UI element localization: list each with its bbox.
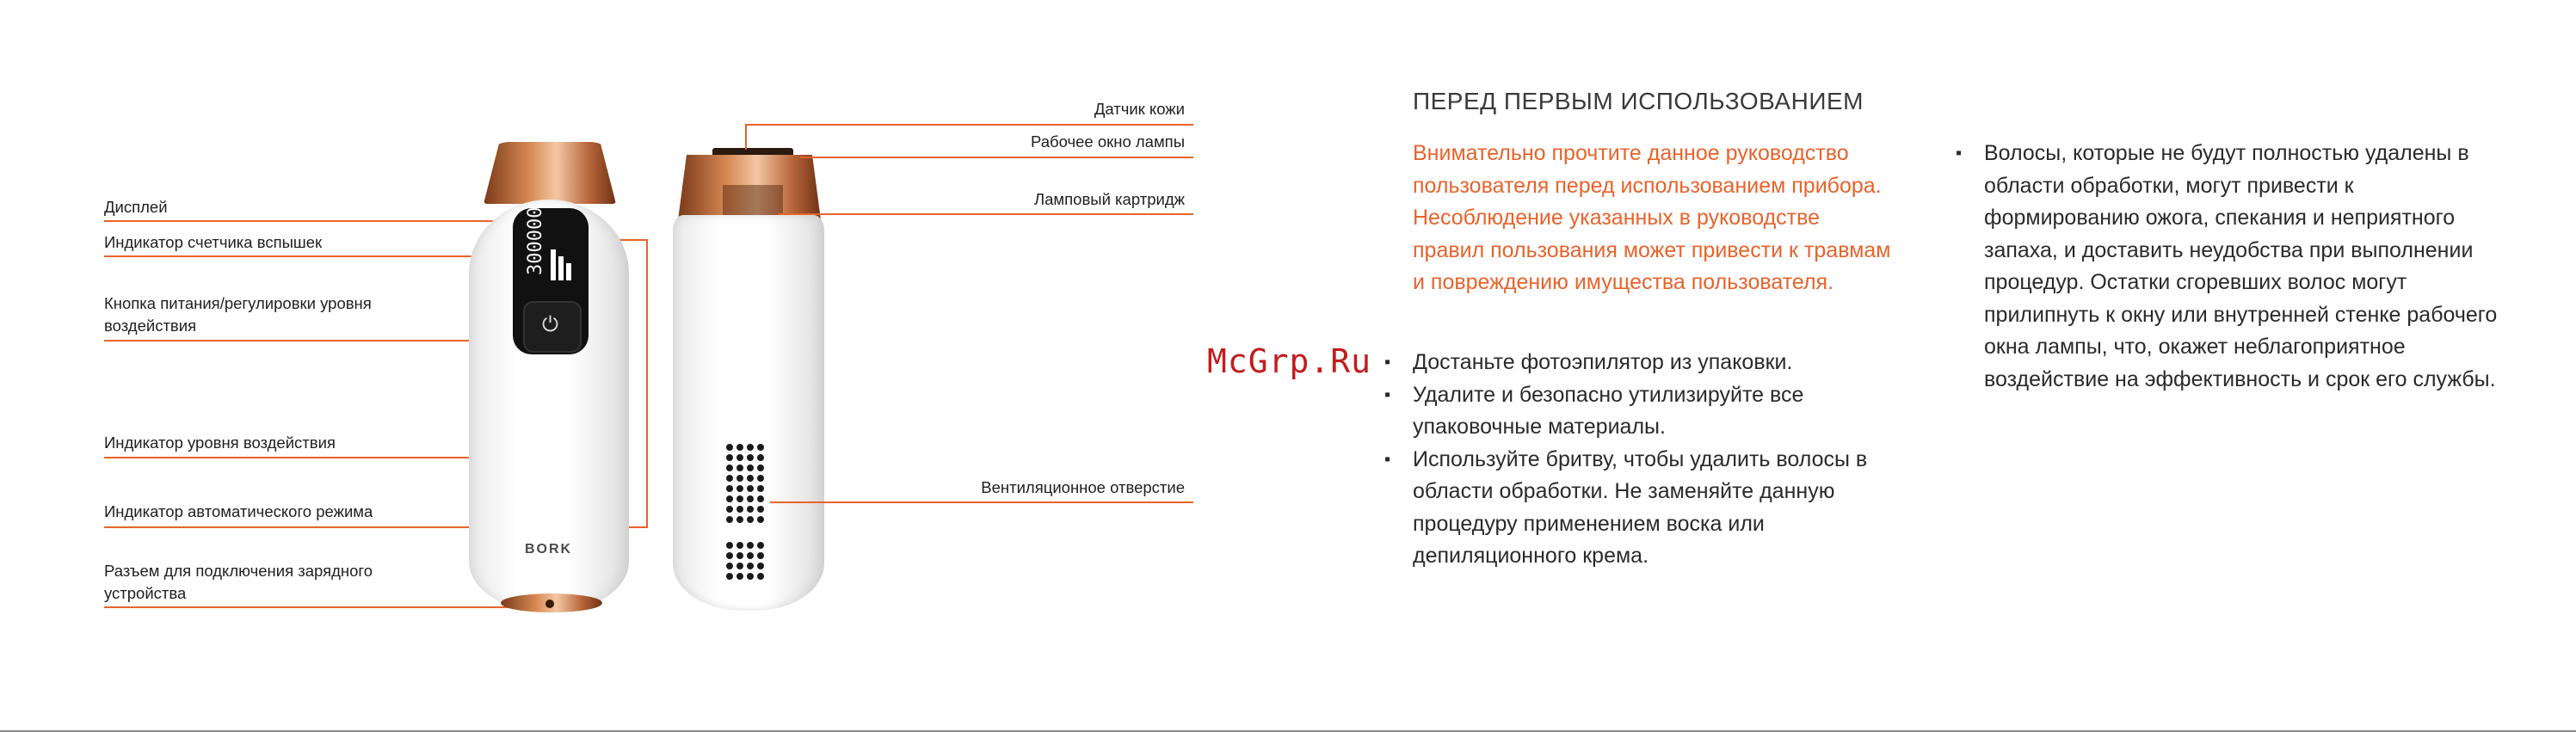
callout-vline-skin-sensor xyxy=(745,124,747,150)
bullet-icon: ▪ xyxy=(1384,449,1391,469)
power-level-indicator xyxy=(551,249,575,280)
callout-line-vent xyxy=(770,501,1193,503)
label-skin-sensor: Датчик кожи xyxy=(1094,100,1185,118)
label-lamp-cartridge: Ламповый картридж xyxy=(1034,190,1185,208)
callout-line-skin-sensor xyxy=(747,124,1193,126)
power-icon: ⏻ xyxy=(542,313,558,336)
bullet-icon: ▪ xyxy=(1956,144,1963,163)
charging-port-hole xyxy=(545,600,554,608)
brand-logo: BORK xyxy=(525,542,573,557)
bullet-list-right xyxy=(1956,138,2500,396)
section-title: ПЕРЕД ПЕРВЫМ ИСПОЛЬЗОВАНИЕМ xyxy=(1413,88,1864,114)
callout-line-display xyxy=(104,220,534,222)
label-charging-port-2: устройства xyxy=(104,584,187,602)
list-item: ▪ Удалите и безопасно утилизируйте все упаковочные материалы. xyxy=(1413,379,1912,444)
label-vent: Вентиляционное отверстие xyxy=(981,478,1185,496)
lamp-cartridge xyxy=(723,185,783,218)
callout-line-lamp-cartridge xyxy=(779,213,1193,215)
bullet-icon: ▪ xyxy=(1384,384,1391,404)
power-button[interactable] xyxy=(523,301,582,353)
label-charging-port-1: Разъем для подключения зарядного xyxy=(104,562,373,580)
list-item: ▪ Волосы, которые не будут полностью удалены в области обработки, могут привести к формированию ожога, спекания и неприятного запаха, и доставить неудобства при выполнении процедур. Остатки сгоревших волос могут прилипнуть к окну или внутренней стенке рабочего окна лампы, что, окажет неблагоприятное воздействие на эффективность и срок его службы. xyxy=(1984,138,2500,396)
label-power-button-1: Кнопка питания/регулировки уровня xyxy=(104,294,372,312)
watermark: McGrp.Ru xyxy=(1207,342,1372,380)
bullet-icon: ▪ xyxy=(1384,353,1391,372)
label-power-button-2: воздействия xyxy=(104,317,197,335)
label-lamp-window: Рабочее окно лампы xyxy=(1031,132,1185,151)
vent-grille xyxy=(724,442,769,588)
callout-line-flash-counter xyxy=(104,255,534,257)
list-item: ▪ Достаньте фотоэпилятор из упаковки. xyxy=(1413,347,1912,379)
callout-line-lamp-window xyxy=(800,157,1193,158)
callout-vline-auto-mode xyxy=(646,239,648,528)
callout-line-charging-port xyxy=(104,606,552,608)
device-front-copper-head xyxy=(484,142,616,204)
label-auto-mode: Индикатор автоматического режима xyxy=(104,502,373,520)
bullet-list-left xyxy=(1384,347,1912,573)
warning-text: Внимательно прочтите данное руководство пользователя перед использованием прибора. Несоблюдение указанных в руководстве правил пользования может привести к травмам и повреждению имущества пользователя. xyxy=(1413,141,1891,294)
flash-counter-display: 300000 xyxy=(525,206,546,275)
label-display: Дисплей xyxy=(104,198,168,216)
label-power-level: Индикатор уровня воздействия xyxy=(104,434,336,452)
label-flash-counter: Индикатор счетчика вспышек xyxy=(104,233,323,251)
list-item: ▪ Используйте бритву, чтобы удалить волосы в области обработки. Не заменяйте данную процедуру применением воска или депиляционного крема. xyxy=(1413,444,1912,573)
